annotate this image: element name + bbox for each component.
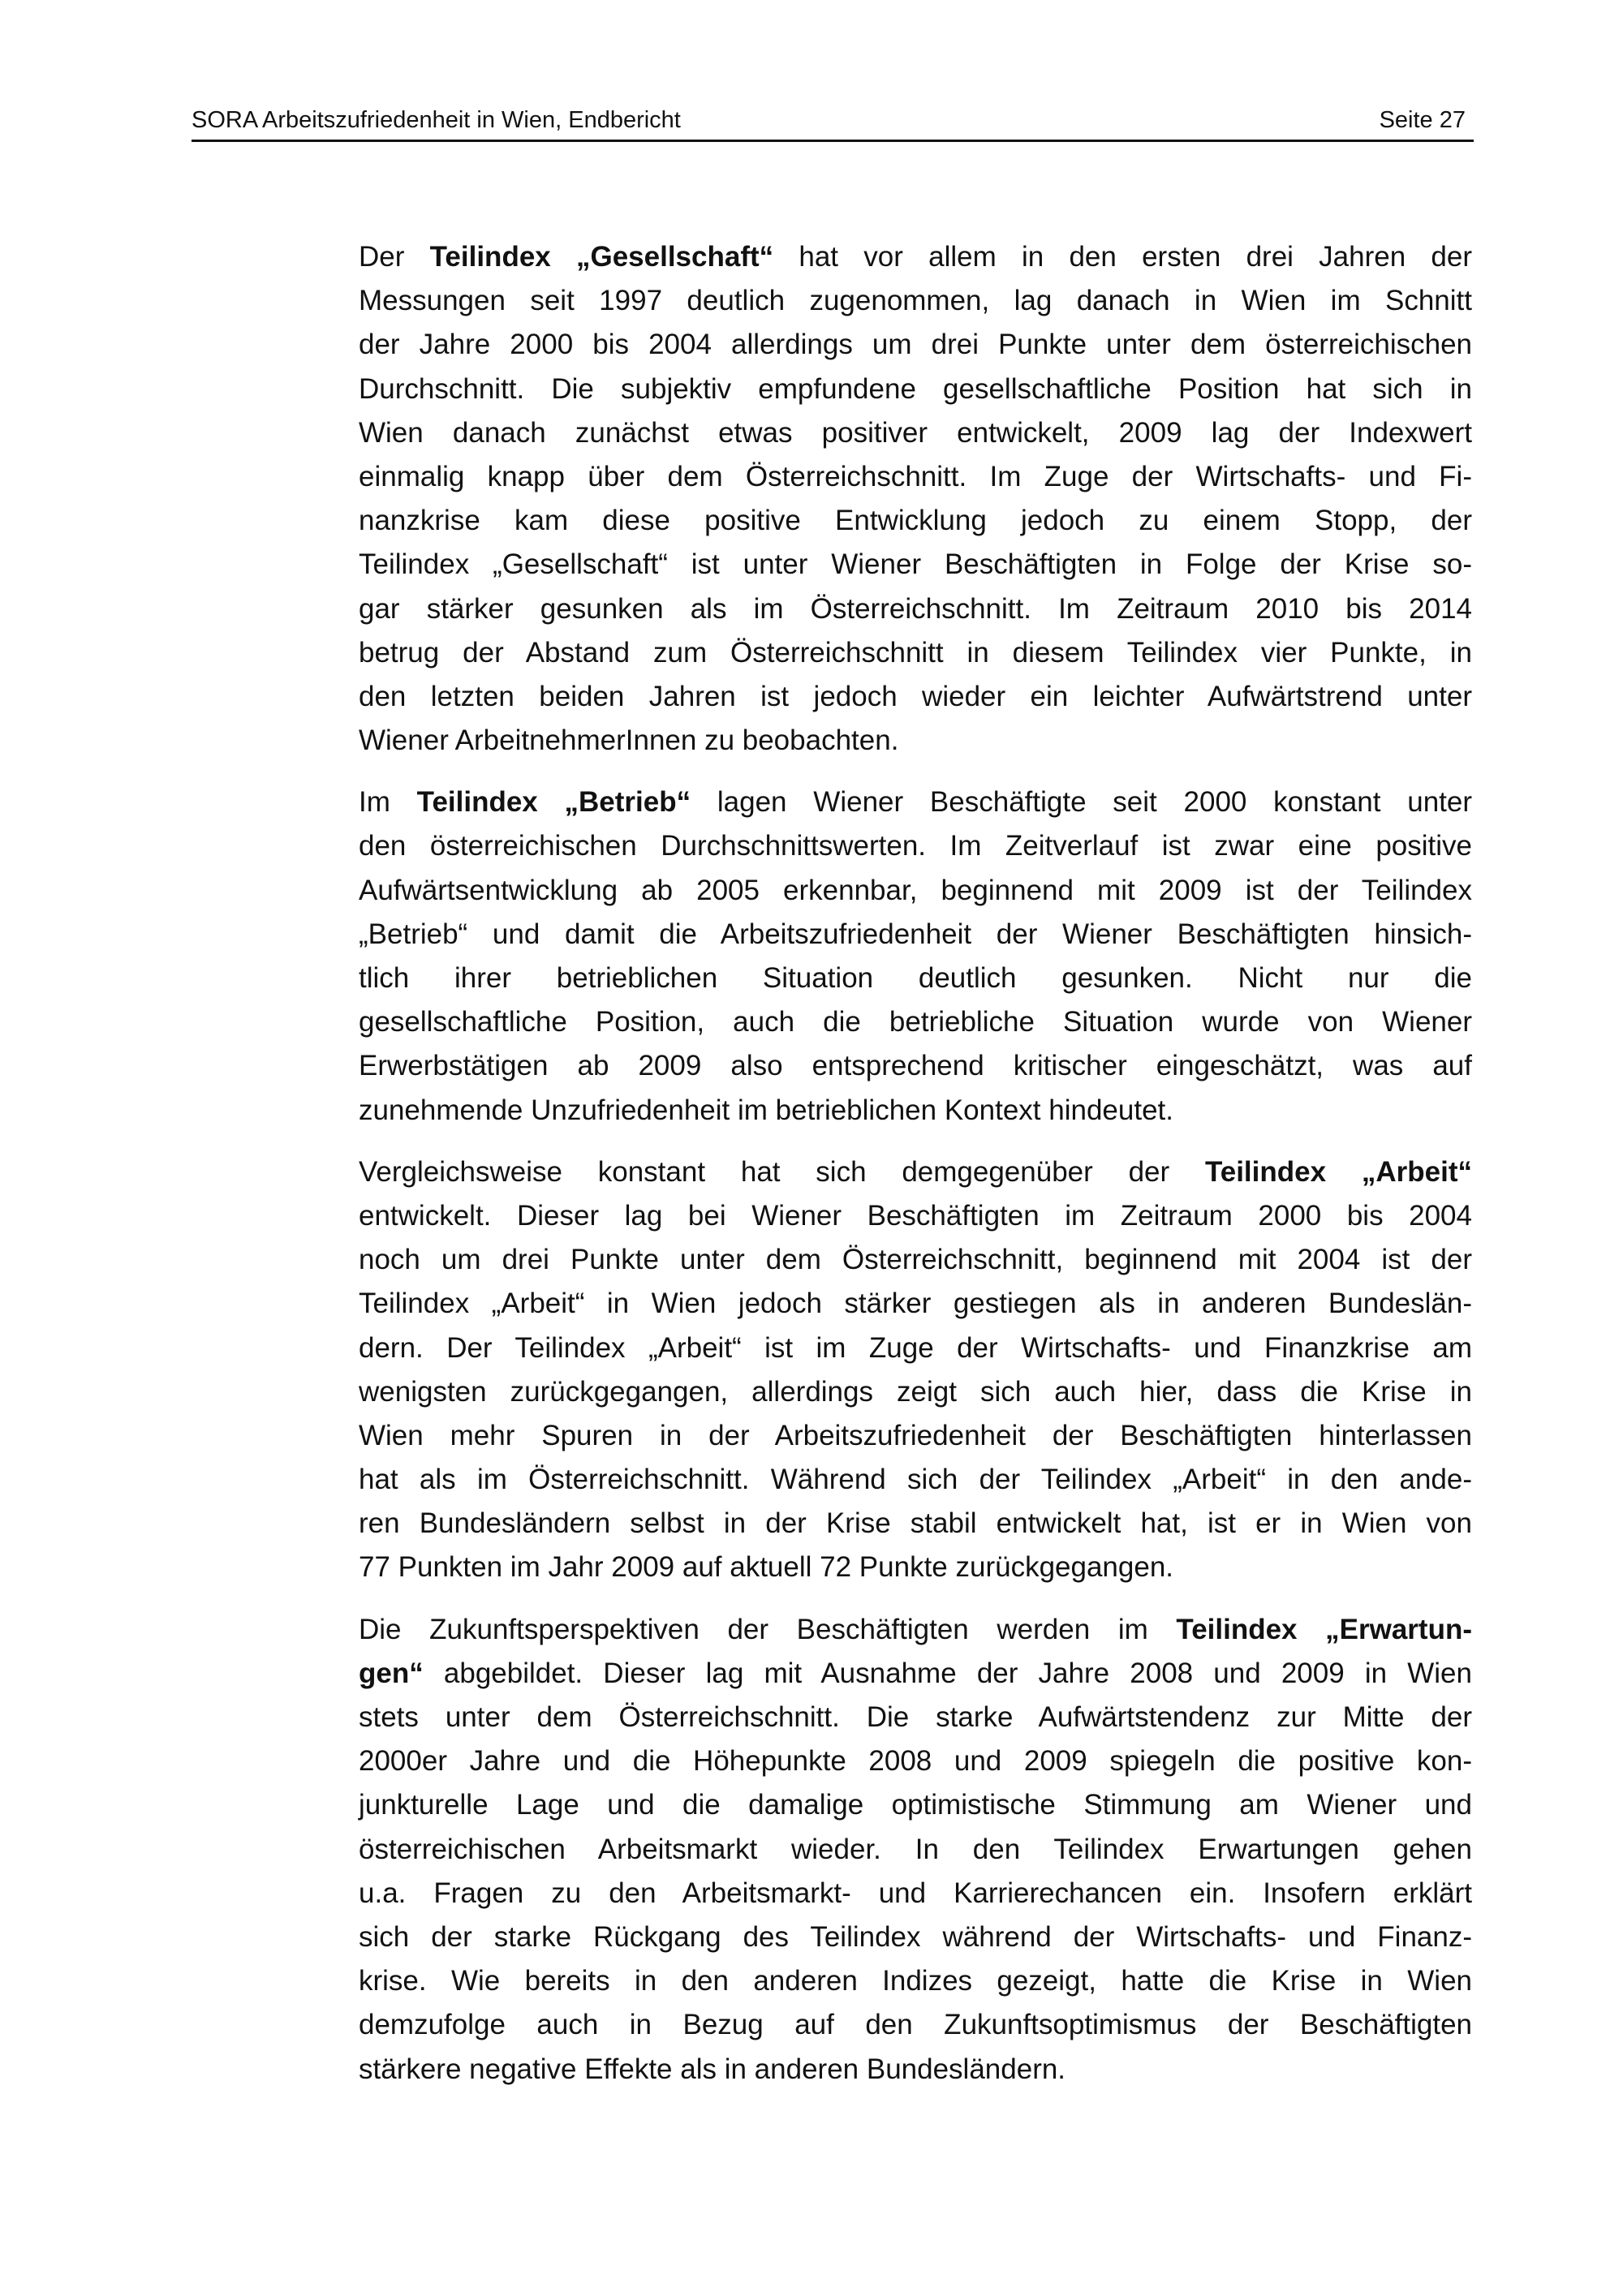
bold-term: Teilindex „Betrieb“: [416, 786, 691, 819]
text-segment: wenigsten zurückgegangen, allerdings zeigt sich auch hier, dass die Krise in: [359, 1375, 1472, 1408]
text-segment: entwickelt. Dieser lag bei Wiener Beschäftigten im Zeitraum 2000 bis 2004: [359, 1199, 1472, 1232]
text-segment: ren Bundesländern selbst in der Krise stabil entwickelt hat, ist er in Wien von: [359, 1507, 1472, 1540]
text-line: [359, 411, 1472, 455]
text-segment: den letzten beiden Jahren ist jedoch wieder ein leichter Aufwärtstrend unter: [359, 680, 1472, 712]
text-line: [359, 1089, 1472, 1133]
page-header: [192, 104, 1474, 142]
text-segment: gar stärker gesunken als im Österreichschnitt. Im Zeitraum 2010 bis 2014: [359, 592, 1472, 625]
text-line: [359, 2048, 1472, 2092]
text-segment: Erwerbstätigen ab 2009 also entsprechend kritischer eingeschätzt, was auf: [359, 1050, 1472, 1082]
text-line: [359, 1502, 1472, 1546]
bold-term: Teilindex „Gesellschaft“: [429, 241, 774, 273]
text-segment: den österreichischen Durchschnittswerten. Im Zeitverlauf ist zwar eine positive: [359, 830, 1472, 862]
text-line: [359, 719, 1472, 763]
text-line: [359, 1326, 1472, 1370]
text-segment: „Betrieb“ und damit die Arbeitszufriedenheit der Wiener Beschäftigten hinsich-: [359, 918, 1472, 950]
text-line: [359, 1458, 1472, 1502]
text-segment: tlich ihrer betrieblichen Situation deutlich gesunken. Nicht nur die: [359, 962, 1472, 994]
text-line: [359, 279, 1472, 323]
document-title: SORA Arbeitszufriedenheit in Wien, Endbericht: [192, 107, 681, 133]
text-line: [359, 780, 1472, 824]
text-line: [359, 499, 1472, 543]
text-segment: Teilindex „Gesellschaft“ ist unter Wiener Beschäftigten in Folge der Krise so-: [359, 548, 1472, 581]
text-segment: gesellschaftliche Position, auch die betriebliche Situation wurde von Wiener: [359, 1006, 1472, 1038]
text-line: [359, 913, 1472, 957]
text-line: [359, 631, 1472, 675]
text-segment: 77 Punkten im Jahr 2009 auf aktuell 72 Punkte zurückgegangen.: [359, 1551, 1174, 1584]
text-line: [359, 1194, 1472, 1238]
text-line: [359, 368, 1472, 411]
bold-term: Teilindex „Erwartun-: [1176, 1613, 1472, 1645]
text-line: [359, 1915, 1472, 1959]
paragraph: [359, 235, 1472, 763]
text-line: [359, 869, 1472, 913]
bold-term: Teilindex „Arbeit“: [1204, 1155, 1472, 1188]
text-line: [359, 1414, 1472, 1458]
text-line: [359, 1150, 1472, 1194]
paragraph: [359, 1608, 1472, 2092]
text-line: [359, 1370, 1472, 1414]
text-line: [359, 1872, 1472, 1915]
text-segment: Vergleichsweise konstant hat sich demgegenüber der: [359, 1155, 1205, 1188]
text-segment: lagen Wiener Beschäftigte seit 2000 konstant unter: [691, 786, 1473, 819]
text-segment: Aufwärtsentwicklung ab 2005 erkennbar, beginnend mit 2009 ist der Teilindex: [359, 874, 1472, 906]
text-segment: abgebildet. Dieser lag mit Ausnahme der Jahre 2008 und 2009 in Wien: [423, 1657, 1472, 1689]
text-line: [359, 455, 1472, 499]
paragraph: [359, 780, 1472, 1133]
text-segment: Der: [359, 241, 430, 273]
text-line: [359, 235, 1472, 279]
text-segment: Messungen seit 1997 deutlich zugenommen, lag danach in Wien im Schnitt: [359, 285, 1472, 317]
text-segment: u.a. Fragen zu den Arbeitsmarkt- und Karrierechancen ein. Insofern erklärt: [359, 1877, 1472, 1909]
text-line: [359, 1282, 1472, 1326]
text-line: [359, 543, 1472, 587]
text-segment: dern. Der Teilindex „Arbeit“ ist im Zuge der Wirtschafts- und Finanzkrise am: [359, 1331, 1472, 1364]
text-segment: Durchschnitt. Die subjektiv empfundene gesellschaftliche Position hat sich in: [359, 372, 1472, 405]
text-segment: hat vor allem in den ersten drei Jahren der: [773, 241, 1472, 273]
text-line: [359, 2003, 1472, 2047]
text-segment: stets unter dem Österreichschnitt. Die starke Aufwärtstendenz zur Mitte der: [359, 1701, 1472, 1733]
text-line: [359, 675, 1472, 719]
text-segment: Wiener ArbeitnehmerInnen zu beobachten.: [359, 724, 899, 757]
text-line: [359, 1696, 1472, 1739]
bold-term: gen“: [359, 1657, 424, 1689]
text-line: [359, 957, 1472, 1000]
text-line: [359, 1238, 1472, 1282]
text-segment: einmalig knapp über dem Österreichschnitt. Im Zuge der Wirtschafts- und Fi-: [359, 460, 1472, 492]
text-segment: hat als im Österreichschnitt. Während sich der Teilindex „Arbeit“ in den ande-: [359, 1464, 1472, 1496]
page-number: Seite 27: [1379, 107, 1466, 133]
text-line: [359, 1739, 1472, 1783]
text-segment: junkturelle Lage und die damalige optimistische Stimmung am Wiener und: [359, 1789, 1472, 1821]
text-line: [359, 323, 1472, 367]
text-segment: sich der starke Rückgang des Teilindex während der Wirtschafts- und Finanz-: [359, 1920, 1472, 1953]
text-segment: nanzkrise kam diese positive Entwicklung jedoch zu einem Stopp, der: [359, 505, 1472, 537]
text-segment: Wien danach zunächst etwas positiver entwickelt, 2009 lag der Indexwert: [359, 416, 1472, 449]
text-line: [359, 1044, 1472, 1088]
text-segment: Im: [359, 786, 417, 819]
text-segment: der Jahre 2000 bis 2004 allerdings um drei Punkte unter dem österreichischen: [359, 329, 1472, 361]
text-line: [359, 1000, 1472, 1044]
body-text: [359, 235, 1472, 2109]
text-line: [359, 587, 1472, 631]
text-segment: 2000er Jahre und die Höhepunkte 2008 und 2009 spiegeln die positive kon-: [359, 1745, 1472, 1778]
text-line: [359, 1828, 1472, 1872]
text-segment: Die Zukunftsperspektiven der Beschäftigten werden im: [359, 1613, 1177, 1645]
text-line: [359, 1546, 1472, 1589]
text-segment: Wien mehr Spuren in der Arbeitszufriedenheit der Beschäftigten hinterlassen: [359, 1419, 1472, 1451]
text-segment: demzufolge auch in Bezug auf den Zukunftsoptimismus der Beschäftigten: [359, 2009, 1472, 2041]
text-segment: zunehmende Unzufriedenheit im betrieblichen Kontext hindeutet.: [359, 1094, 1173, 1126]
text-segment: stärkere negative Effekte als in anderen Bundesländern.: [359, 2053, 1066, 2085]
text-segment: österreichischen Arbeitsmarkt wieder. In den Teilindex Erwartungen gehen: [359, 1833, 1472, 1865]
text-line: [359, 1783, 1472, 1827]
text-line: [359, 1652, 1472, 1696]
text-segment: betrug der Abstand zum Österreichschnitt in diesem Teilindex vier Punkte, in: [359, 636, 1472, 669]
text-segment: noch um drei Punkte unter dem Österreichschnitt, beginnend mit 2004 ist der: [359, 1244, 1472, 1276]
text-line: [359, 1959, 1472, 2003]
text-line: [359, 824, 1472, 868]
text-line: [359, 1608, 1472, 1652]
text-segment: krise. Wie bereits in den anderen Indizes gezeigt, hatte die Krise in Wien: [359, 1965, 1472, 1997]
paragraph: [359, 1150, 1472, 1590]
text-segment: Teilindex „Arbeit“ in Wien jedoch stärker gestiegen als in anderen Bundeslän-: [359, 1288, 1472, 1320]
